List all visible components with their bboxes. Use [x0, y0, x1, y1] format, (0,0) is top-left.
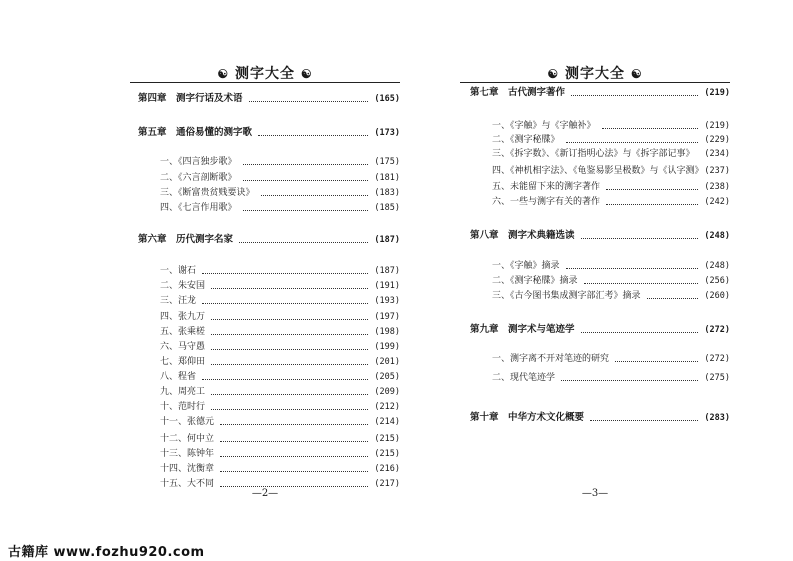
toc-entry-title: 二、现代笔迹学: [492, 373, 556, 383]
toc-entry-title: 二、《六言剖断歌》: [160, 173, 237, 183]
leader-dots: [581, 324, 698, 333]
toc-entry-title: 四、《七言作用歌》: [160, 203, 237, 213]
book-title: 测字大全: [565, 66, 625, 82]
toc-entry-title: 二、朱安国: [160, 281, 206, 291]
toc-page-number: (229): [704, 135, 730, 145]
toc-page-number: (219): [704, 121, 730, 131]
toc-page-number: (283): [704, 413, 730, 423]
toc-entry-title: 十、范时行: [160, 402, 206, 412]
toc-page-number: (238): [704, 182, 730, 192]
toc-entry-title: 九、周亮工: [160, 387, 206, 397]
leader-dots: [243, 202, 368, 211]
toc-page-number: (197): [374, 312, 400, 322]
toc-entry-title: 三、《古今图书集成测字部汇考》摘录: [492, 291, 641, 301]
toc-page-number: (201): [374, 357, 400, 367]
toc-page-number: (175): [374, 157, 400, 167]
yin-yang-icon: ☯: [217, 67, 230, 81]
toc-entry-title: 十一、张德元: [160, 417, 215, 427]
toc-page-number: (199): [374, 342, 400, 352]
toc-page-number: (216): [374, 464, 400, 474]
toc-page-number: (187): [374, 266, 400, 276]
leader-dots: [561, 372, 698, 381]
toc-page-number: (173): [374, 128, 400, 138]
leader-dots: [602, 120, 698, 129]
leader-dots: [606, 196, 698, 205]
leader-dots: [211, 341, 368, 350]
leader-dots: [239, 234, 368, 243]
left-page: [130, 0, 400, 500]
leader-dots: [211, 356, 368, 365]
toc-entry-title: 第七章 古代测字著作: [470, 87, 566, 98]
toc-entry-title: 五、张乘槎: [160, 327, 206, 337]
leader-dots: [243, 156, 368, 165]
toc-page-number: (272): [704, 325, 730, 335]
toc-page-number: (248): [704, 261, 730, 271]
toc-entry-title: 二、《测字秘牒》摘录: [492, 276, 578, 286]
leader-dots: [220, 416, 368, 425]
leader-dots: [243, 172, 368, 181]
leader-dots: [566, 260, 698, 269]
toc-page-number: (165): [374, 94, 400, 104]
leader-dots: [220, 463, 368, 472]
toc-entry-title: 二、《测字秘牒》: [492, 135, 560, 145]
toc-entry-title: 一、《四言独步歌》: [160, 157, 237, 167]
toc-page-number: (272): [704, 354, 730, 364]
page-number: —3—: [581, 488, 609, 499]
toc-page-number: (191): [374, 281, 400, 291]
toc-page-number: (209): [374, 387, 400, 397]
toc-entry-title: 一、测字离不开对笔迹的研究: [492, 354, 610, 364]
leader-dots: [581, 230, 698, 239]
header-rule: [130, 82, 400, 83]
toc-page-number: (242): [704, 197, 730, 207]
toc-entry-title: 十二、何中立: [160, 434, 215, 444]
leader-dots: [590, 412, 698, 421]
toc-entry-title: 三、《拆字数》、《新订指明心法》与《拆字部记事》: [492, 149, 695, 159]
leader-dots: [647, 290, 698, 299]
toc-page-number: (248): [704, 231, 730, 241]
toc-entry-title: 八、程省: [160, 372, 197, 382]
right-page: [460, 0, 730, 500]
leader-dots: [261, 187, 368, 196]
site-watermark: 古籍库 www.fozhu920.com: [8, 545, 205, 560]
toc-page-number: (219): [704, 88, 730, 98]
leader-dots: [571, 87, 698, 96]
toc-entry-title: 十五、大不同: [160, 479, 215, 489]
running-header: [130, 63, 400, 83]
leader-dots: [211, 401, 368, 410]
running-header: [460, 63, 730, 83]
toc-entry-title: 第八章 测字术典籍选读: [470, 230, 575, 241]
toc-page-number: (256): [704, 276, 730, 286]
toc-entry-title: 十三、陈钟年: [160, 449, 215, 459]
leader-dots: [220, 433, 368, 442]
leader-dots: [211, 326, 368, 335]
leader-dots: [202, 295, 368, 304]
toc-page-number: (212): [374, 402, 400, 412]
leader-dots: [211, 386, 368, 395]
toc-page-number: (181): [374, 173, 400, 183]
toc-entry-title: 第九章 测字术与笔迹学: [470, 324, 575, 335]
toc-entry-title: 三、《断富贵贫贱要诀》: [160, 188, 255, 198]
toc-entry-title: 第五章 通俗易懂的测字歌: [138, 127, 253, 138]
leader-dots: [220, 448, 368, 457]
toc-page-number: (217): [374, 479, 400, 489]
toc-page-number: (260): [704, 291, 730, 301]
toc-entry-title: 第十章 中华方术文化概要: [470, 412, 585, 423]
leader-dots: [211, 311, 368, 320]
toc-page-number: (183): [374, 188, 400, 198]
toc-page-number: (215): [374, 434, 400, 444]
toc-entry-title: 四、《神机相字法》、《龟鉴易影呈极数》与《认字测》: [492, 166, 704, 176]
leader-dots: [606, 181, 698, 190]
yin-yang-icon: ☯: [547, 67, 560, 81]
leader-dots: [249, 93, 368, 102]
toc-entry-title: 第四章 测字行话及术语: [138, 93, 243, 104]
toc-entry-title: 十四、沈衡章: [160, 464, 215, 474]
leader-dots: [566, 134, 698, 143]
toc-entry-title: 一、《字触》与《字触补》: [492, 121, 596, 131]
yin-yang-icon: ☯: [300, 67, 313, 81]
toc-page-number: (205): [374, 372, 400, 382]
toc-page-number: (214): [374, 417, 400, 427]
toc-page-number: (185): [374, 203, 400, 213]
toc-entry-title: 一、谢石: [160, 266, 197, 276]
toc-page-number: (215): [374, 449, 400, 459]
leader-dots: [202, 265, 368, 274]
toc-page-number: (193): [374, 296, 400, 306]
toc-entry-title: 六、一些与测字有关的著作: [492, 197, 601, 207]
toc-page-number: (275): [704, 373, 730, 383]
leader-dots: [211, 280, 368, 289]
leader-dots: [258, 127, 368, 136]
toc-entry-title: 一、《字触》摘录: [492, 261, 560, 271]
header-rule: [460, 82, 730, 83]
leader-dots: [202, 371, 368, 380]
toc-entry-title: 第六章 历代测字名家: [138, 234, 234, 245]
toc-page-number: (187): [374, 235, 400, 245]
toc-page-number: (234): [704, 149, 730, 159]
leader-dots: [220, 478, 368, 487]
book-title: 测字大全: [235, 66, 295, 82]
toc-entry-title: 四、张九万: [160, 312, 206, 322]
toc-entry-title: 五、未能留下来的测字著作: [492, 182, 601, 192]
toc-page-number: (237): [704, 166, 730, 176]
toc-entry-title: 三、汪龙: [160, 296, 197, 306]
toc-entry-title: 七、郑仰田: [160, 357, 206, 367]
page-number: —2—: [251, 488, 279, 499]
leader-dots: [615, 353, 698, 362]
toc-entry-title: 六、马守愚: [160, 342, 206, 352]
leader-dots: [584, 275, 698, 284]
yin-yang-icon: ☯: [630, 67, 643, 81]
toc-page-number: (198): [374, 327, 400, 337]
